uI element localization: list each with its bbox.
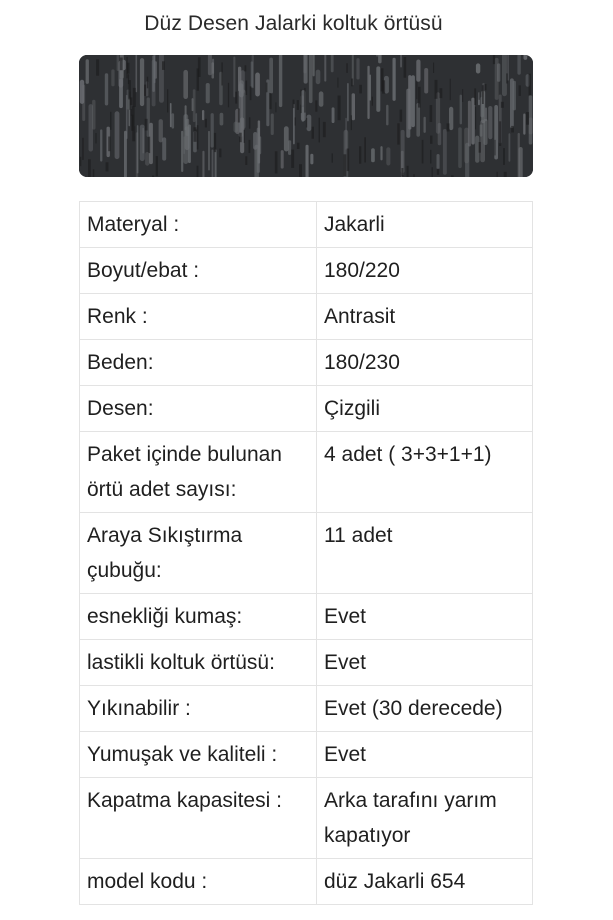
table-row bbox=[80, 294, 533, 340]
table-row bbox=[80, 513, 533, 594]
spec-value: Evet bbox=[317, 594, 533, 640]
table-row bbox=[80, 386, 533, 432]
spec-value: 4 adet ( 3+3+1+1) bbox=[317, 432, 533, 513]
spec-value: Çizgili bbox=[317, 386, 533, 432]
spec-key: Yıkınabilir : bbox=[80, 686, 317, 732]
fabric-swatch-image bbox=[79, 55, 533, 177]
spec-key: Paket içinde bulunan örtü adet sayısı: bbox=[80, 432, 317, 513]
spec-key: Materyal : bbox=[80, 202, 317, 248]
spec-key: lastikli koltuk örtüsü: bbox=[80, 640, 317, 686]
spec-value: Evet bbox=[317, 732, 533, 778]
spec-key: Yumuşak ve kaliteli : bbox=[80, 732, 317, 778]
spec-key: Araya Sıkıştırma çubuğu: bbox=[80, 513, 317, 594]
spec-key: Desen: bbox=[80, 386, 317, 432]
page-title: Düz Desen Jalarki koltuk örtüsü bbox=[144, 12, 443, 35]
spec-value: 180/220 bbox=[317, 248, 533, 294]
table-row bbox=[80, 594, 533, 640]
spec-key: Beden: bbox=[80, 340, 317, 386]
spec-key: esnekliği kumaş: bbox=[80, 594, 317, 640]
spec-value: 180/230 bbox=[317, 340, 533, 386]
spec-key: Boyut/ebat : bbox=[80, 248, 317, 294]
spec-value: Arka tarafını yarım kapatıyor bbox=[317, 778, 533, 859]
spec-value: Jakarli bbox=[317, 202, 533, 248]
table-row bbox=[80, 859, 533, 905]
spec-table bbox=[79, 201, 533, 905]
table-row bbox=[80, 686, 533, 732]
table-row bbox=[80, 640, 533, 686]
table-row bbox=[80, 732, 533, 778]
spec-value: Antrasit bbox=[317, 294, 533, 340]
spec-key: Kapatma kapasitesi : bbox=[80, 778, 317, 859]
spec-value: Evet (30 derecede) bbox=[317, 686, 533, 732]
spec-value: düz Jakarli 654 bbox=[317, 859, 533, 905]
table-row bbox=[80, 202, 533, 248]
table-row bbox=[80, 432, 533, 513]
spec-value: 11 adet bbox=[317, 513, 533, 594]
spec-value: Evet bbox=[317, 640, 533, 686]
table-row bbox=[80, 340, 533, 386]
spec-key: Renk : bbox=[80, 294, 317, 340]
table-row bbox=[80, 778, 533, 859]
spec-key: model kodu : bbox=[80, 859, 317, 905]
table-row bbox=[80, 248, 533, 294]
spec-table-body bbox=[80, 202, 533, 905]
fabric-texture bbox=[79, 55, 533, 177]
